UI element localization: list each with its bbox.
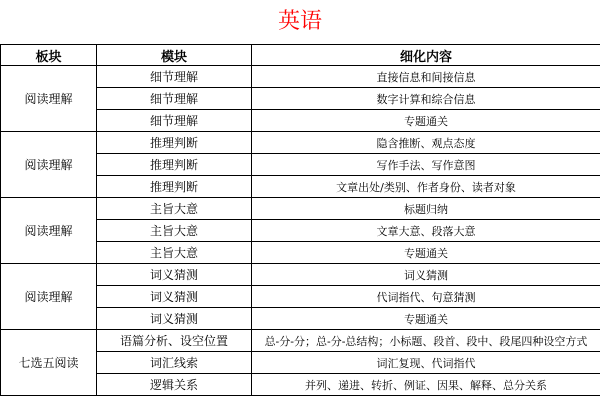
module-cell: 推理判断 bbox=[97, 176, 252, 198]
detail-cell: 总-分-分；总-分-总结构；小标题、段首、段中、段尾四种设空方式 bbox=[252, 330, 600, 352]
table-row bbox=[1, 264, 600, 286]
detail-cell: 隐含推断、观点态度 bbox=[252, 132, 600, 154]
module-cell: 词义猜测 bbox=[97, 264, 252, 286]
module-cell: 主旨大意 bbox=[97, 198, 252, 220]
detail-cell: 文章出处/类别、作者身份、读者对象 bbox=[252, 176, 600, 198]
detail-cell: 代词指代、句意猜测 bbox=[252, 286, 600, 308]
block-cell: 阅读理解 bbox=[1, 264, 97, 330]
module-cell: 推理判断 bbox=[97, 132, 252, 154]
detail-cell: 词义猜测 bbox=[252, 264, 600, 286]
page-title: 英语 bbox=[277, 9, 322, 34]
block-cell: 七选五阅读 bbox=[1, 330, 97, 396]
table-row bbox=[1, 330, 600, 352]
detail-cell: 专题通关 bbox=[252, 110, 600, 132]
module-cell: 逻辑关系 bbox=[97, 374, 252, 396]
table-header-row bbox=[1, 45, 600, 66]
module-cell: 词汇线索 bbox=[97, 352, 252, 374]
block-cell: 阅读理解 bbox=[1, 66, 97, 132]
header-module: 模块 bbox=[97, 45, 252, 66]
module-cell: 词义猜测 bbox=[97, 308, 252, 330]
header-block: 板块 bbox=[1, 45, 97, 66]
detail-cell: 标题归纳 bbox=[252, 198, 600, 220]
module-cell: 主旨大意 bbox=[97, 242, 252, 264]
table-row bbox=[1, 132, 600, 154]
module-cell: 语篇分析、设空位置 bbox=[97, 330, 252, 352]
detail-cell: 词汇复现、代词指代 bbox=[252, 352, 600, 374]
detail-cell: 写作手法、写作意图 bbox=[252, 154, 600, 176]
detail-cell: 文章大意、段落大意 bbox=[252, 220, 600, 242]
detail-cell: 专题通关 bbox=[252, 308, 600, 330]
header-detail: 细化内容 bbox=[252, 45, 600, 66]
table-row bbox=[1, 198, 600, 220]
module-cell: 推理判断 bbox=[97, 154, 252, 176]
table-row bbox=[1, 66, 600, 88]
module-cell: 细节理解 bbox=[97, 66, 252, 88]
curriculum-table bbox=[0, 44, 600, 396]
block-cell: 阅读理解 bbox=[1, 132, 97, 198]
block-cell: 阅读理解 bbox=[1, 198, 97, 264]
detail-cell: 数字计算和综合信息 bbox=[252, 88, 600, 110]
module-cell: 词义猜测 bbox=[97, 286, 252, 308]
detail-cell: 直接信息和间接信息 bbox=[252, 66, 600, 88]
detail-cell: 专题通关 bbox=[252, 242, 600, 264]
module-cell: 细节理解 bbox=[97, 88, 252, 110]
module-cell: 细节理解 bbox=[97, 110, 252, 132]
module-cell: 主旨大意 bbox=[97, 220, 252, 242]
detail-cell: 并列、递进、转折、例证、因果、解释、总分关系 bbox=[252, 374, 600, 396]
